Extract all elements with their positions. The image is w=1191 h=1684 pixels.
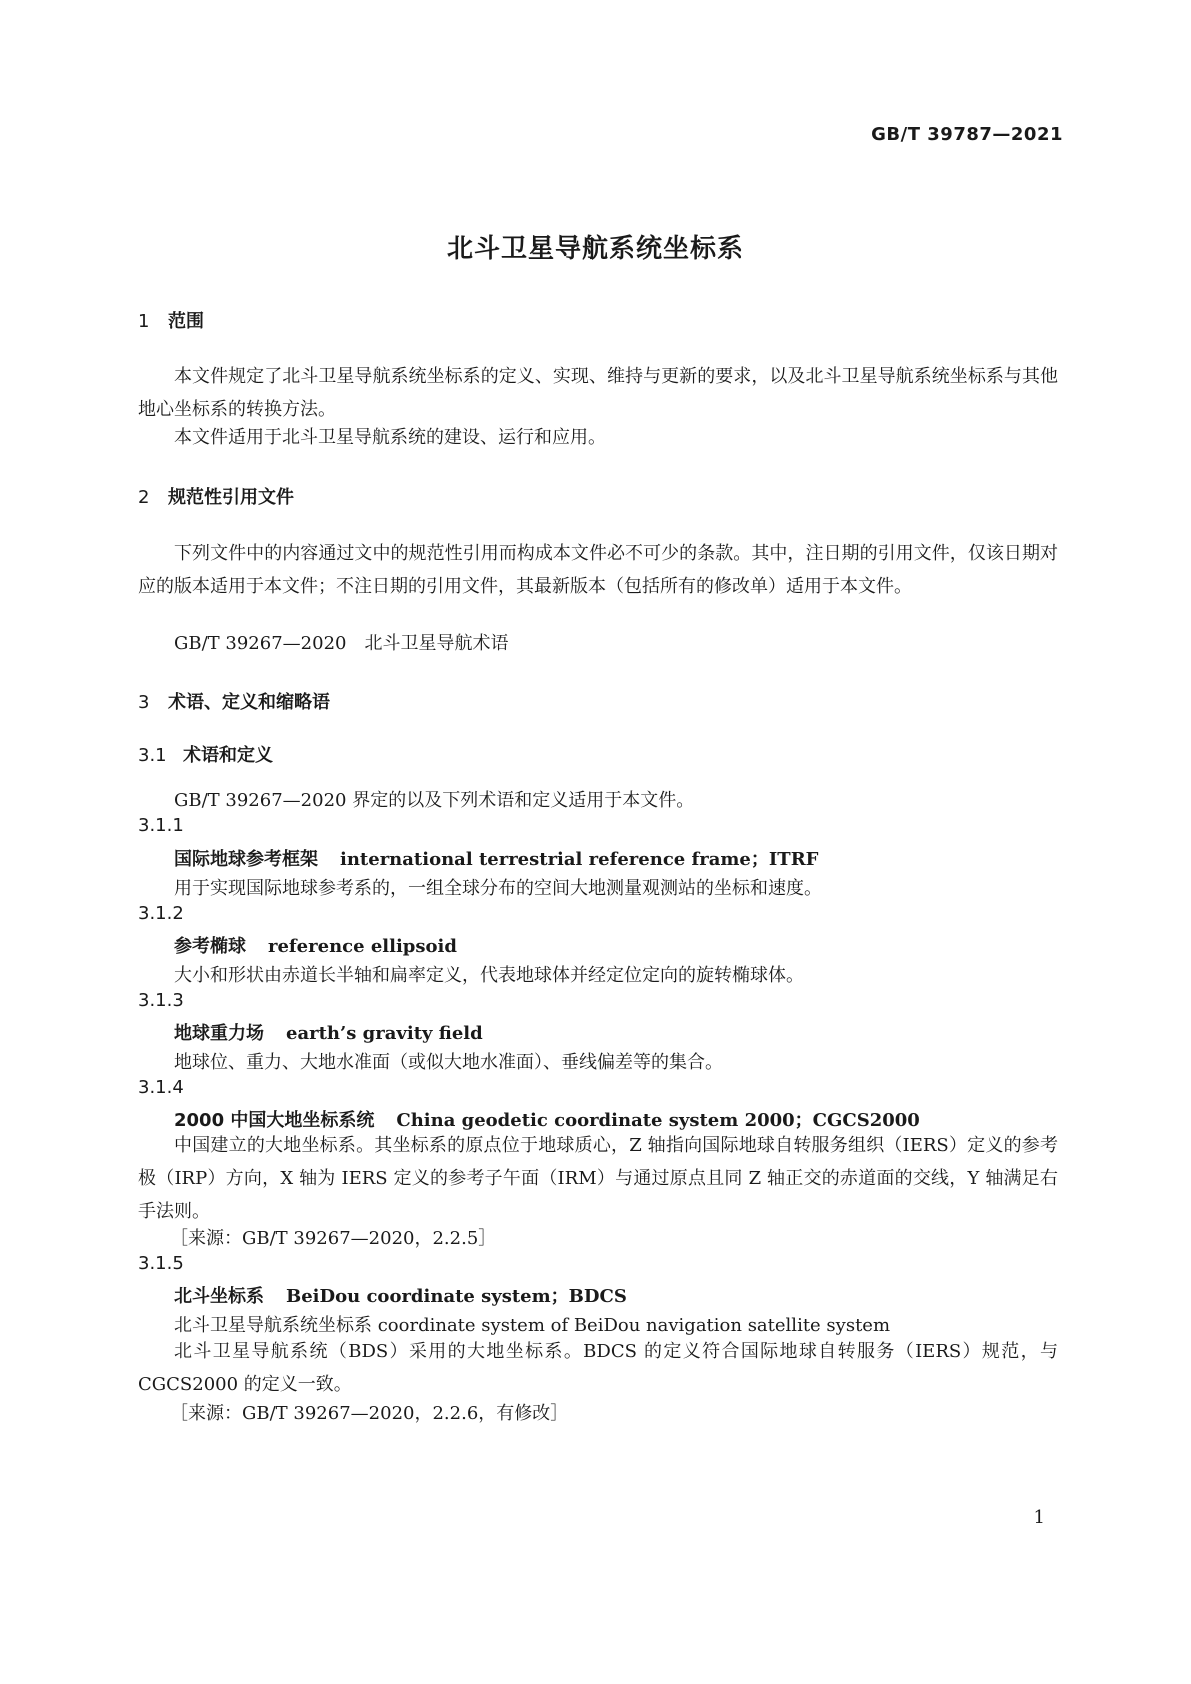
term-definition: 地球位、重力、大地水准面（或似大地水准面）、垂线偏差等的集合。: [174, 1052, 723, 1073]
subsection-title: 术语和定义: [183, 745, 273, 766]
section-number: 1: [138, 311, 150, 332]
section-2-heading: [138, 483, 294, 509]
term-zh: 地球重力场: [174, 1023, 264, 1044]
section-title: 规范性引用文件: [168, 487, 294, 508]
term-source: ［来源：GB/T 39267—2020，2.2.5］: [170, 1228, 497, 1249]
term-number: 3.1.4: [138, 1077, 184, 1098]
section-1-paragraph-1: 本文件规定了北斗卫星导航系统坐标系的定义、实现、维持与更新的要求，以及北斗卫星导航系统坐标系与其他地心坐标系的转换方法。: [138, 366, 1058, 420]
section-title: 术语、定义和缩略语: [168, 692, 330, 713]
term-number: 3.1.3: [138, 990, 184, 1011]
section-number: 3: [138, 692, 150, 713]
term-definition: 用于实现国际地球参考系的，一组全球分布的空间大地测量观测站的坐标和速度。: [174, 878, 822, 899]
term-zh: 北斗坐标系: [174, 1286, 264, 1307]
term-en: reference ellipsoid: [268, 936, 457, 957]
term-source: ［来源：GB/T 39267—2020，2.2.6，有修改］: [170, 1403, 569, 1424]
section-1-paragraph-2: 本文件适用于北斗卫星导航系统的建设、运行和应用。: [174, 427, 606, 448]
term-definition: 大小和形状由赤道长半轴和扁率定义，代表地球体并经定位定向的旋转椭球体。: [174, 965, 804, 986]
section-title: 范围: [168, 311, 204, 332]
term-heading: [174, 1282, 627, 1308]
term-number: 3.1.1: [138, 815, 184, 836]
section-3-heading: [138, 688, 330, 714]
term-heading: [174, 1019, 483, 1045]
term-number: 3.1.2: [138, 903, 184, 924]
section-1-heading: [138, 307, 204, 333]
term-en: international terrestrial reference frame；ITRF: [340, 849, 819, 870]
term-definition: 中国建立的大地坐标系。其坐标系的原点位于地球质心，Z 轴指向国际地球自转服务组织（IERS）定义的参考极（IRP）方向，X 轴为 IERS 定义的参考子午面（IRM）与通过原点且同 Z 轴正交的赤道面的交线，Y 轴满足右手法则。: [138, 1135, 1058, 1222]
term-alternative: 北斗卫星导航系统坐标系 coordinate system of BeiDou navigation satellite system: [174, 1315, 891, 1336]
section-2-paragraph: 下列文件中的内容通过文中的规范性引用而构成本文件必不可少的条款。其中，注日期的引用文件，仅该日期对应的版本适用于本文件；不注日期的引用文件，其最新版本（包括所有的修改单）适用于本文件。: [138, 543, 1058, 597]
document-title: 北斗卫星导航系统坐标系: [446, 234, 744, 264]
term-heading: [174, 932, 457, 958]
term-heading: [174, 845, 818, 871]
term-en: China geodetic coordinate system 2000；CGCS2000: [396, 1110, 920, 1131]
terms-intro: GB/T 39267—2020 界定的以及下列术语和定义适用于本文件。: [174, 790, 695, 811]
term-definition: 北斗卫星导航系统（BDS）采用的大地坐标系。BDCS 的定义符合国际地球自转服务（IERS）规范，与 CGCS2000 的定义一致。: [138, 1341, 1058, 1395]
term-en: BeiDou coordinate system；BDCS: [286, 1286, 627, 1307]
subsection-number: 3.1: [138, 745, 167, 766]
page-number: 1: [1033, 1507, 1045, 1528]
term-zh: 参考椭球: [174, 936, 246, 957]
normative-reference: GB/T 39267—2020 北斗卫星导航术语: [174, 633, 509, 654]
subsection-3-1-heading: [138, 741, 273, 767]
term-zh: 国际地球参考框架: [174, 849, 318, 870]
standard-number: GB/T 39787—2021: [871, 124, 1063, 145]
section-number: 2: [138, 487, 150, 508]
term-en: earth’s gravity field: [286, 1023, 483, 1044]
term-zh: 2000 中国大地坐标系统: [174, 1110, 375, 1131]
term-number: 3.1.5: [138, 1253, 184, 1274]
